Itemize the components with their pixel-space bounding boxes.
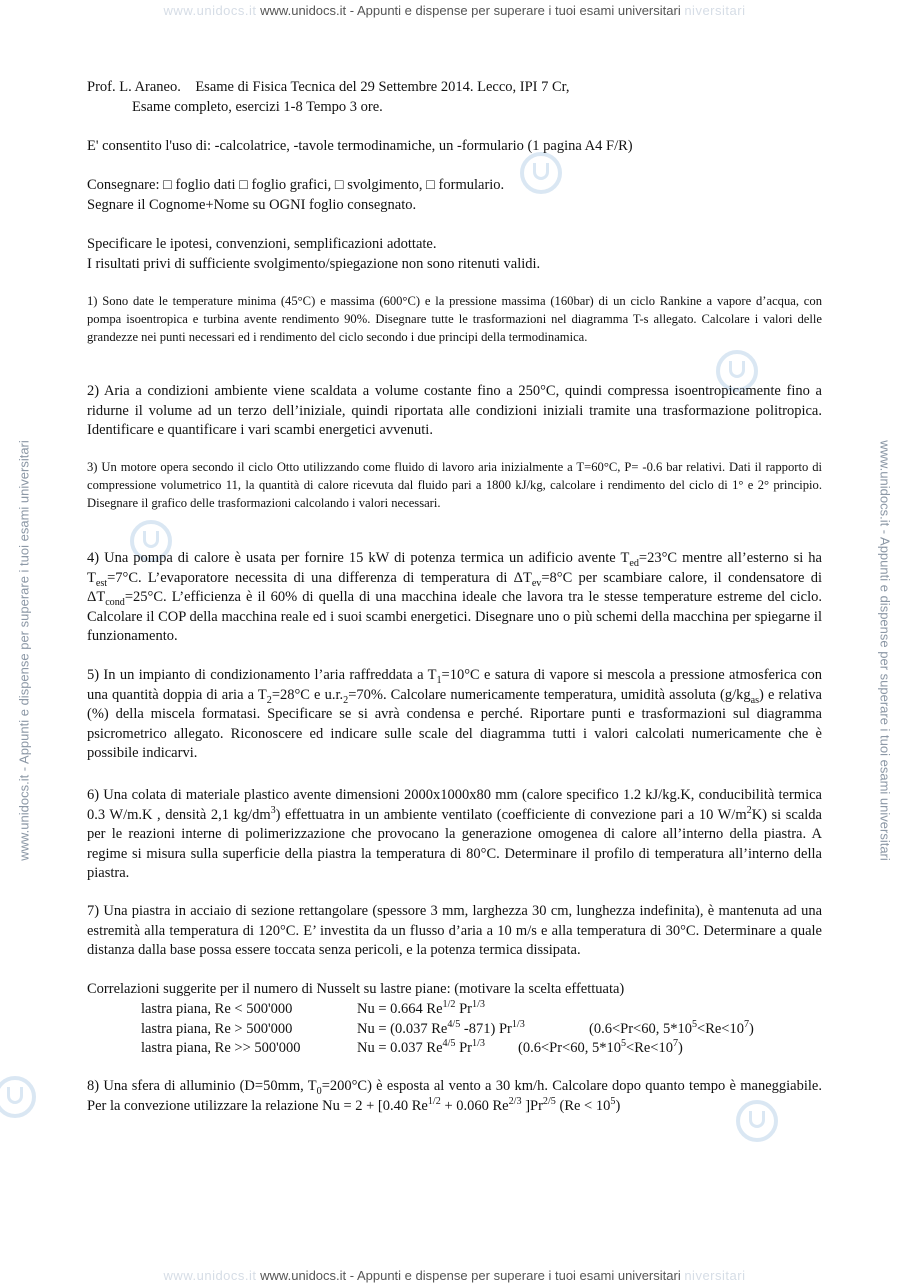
- watermark-logo-icon: [0, 1076, 36, 1118]
- superscript: 1/3: [472, 1038, 485, 1050]
- exercise-5: [87, 666, 822, 764]
- exercise-6-text: ) effettuatra in un ambiente ventilato (coefficiente di convezione pari a 10 W/m: [275, 806, 747, 823]
- ipotesi-line-1: Specificare le ipotesi, convenzioni, semplificazioni adottate.: [87, 236, 437, 252]
- equation-text: Nu = 0.037 Re: [357, 1040, 443, 1056]
- exercise-6-text: 6) Una colata di materiale plastico avente dimensioni 2000x1000x80 mm (calore specifico 1.2 kJ/kg.K, conducibilità termica 0.3 W/m.K , densità 2,1 kg/dm: [87, 787, 822, 823]
- equation-text: Pr: [455, 1001, 472, 1017]
- correlation-range: [518, 1039, 683, 1059]
- correlation-row: [87, 1039, 822, 1059]
- exercise-8-text: (Re < 10: [555, 1097, 611, 1114]
- superscript: 4/5: [447, 1018, 461, 1030]
- exercise-8-text: ]Pr: [521, 1097, 543, 1114]
- watermark-top: [0, 3, 909, 18]
- exercise-4: [87, 549, 822, 647]
- watermark-top-faint-left: www.unidocs.it: [163, 3, 257, 18]
- superscript: 1/3: [511, 1018, 525, 1030]
- exercise-3: 3) Un motore opera secondo il ciclo Otto utilizzando come fluido di lavoro aria inizialmente a T=60°C, P= -0.6 bar relativi. Dati il rapporto di compressione volumetrico 11, la quantità di calore ricevuta dal fluido pari a 1800 kJ/kg, calcolare i rendimento del ciclo di 1° e 2° principio. Disegnare il grafico delle trasformazioni calcolando i valori necessari.: [87, 460, 822, 510]
- correlation-condition: lastra piana, Re > 500'000: [141, 1020, 293, 1037]
- correlation-condition: lastra piana, Re >> 500'000: [141, 1040, 301, 1056]
- subscript: est: [95, 577, 108, 589]
- watermark-top-faint-right: niversitari: [684, 3, 746, 18]
- exercise-7: 7) Una piastra in acciaio di sezione rettangolare (spessore 3 mm, larghezza 30 cm, lunghezza indefinita), è mantenuta ad una estremità alla temperatura di 120°C. E’ investita da un flusso d’aria a 10 m/s e alla temperatura di 30°C. Determinare a quale distanza dalla base possa essere toccata senza pericoli, e la potenza termica dissipata.: [87, 903, 822, 958]
- exercise-2: 2) Aria a condizioni ambiente viene scaldata a volume costante fino a 250°C, quindi compressa isoentropicamente fino a ridurne il volume ad un terzo dell’iniziale, quindi riportata alle condizioni iniziali tramite una trasformazione politropica. Identificare e quantificare i vari scambi energetici avvenuti.: [87, 383, 822, 438]
- exercise-8-text: ): [615, 1097, 621, 1114]
- exercise-4-text: =7°C. L’evaporatore necessita di una differenza di temperatura di ΔT: [107, 569, 532, 586]
- superscript: 5: [691, 1018, 698, 1030]
- exercise-8-text: =200°C) è esposta al vento a 30 km/h. Calcolare dopo quanto tempo è maneggiabile. Per la convezione utilizzare la relazione Nu = 2 + [0.40 Re: [87, 1078, 822, 1114]
- correlation-equation: [357, 1039, 485, 1059]
- consegnare-line-2: Segnare il Cognome+Nome su OGNI foglio consegnato.: [87, 197, 417, 213]
- watermark-bottom: [0, 1268, 909, 1283]
- superscript: 3: [270, 804, 276, 816]
- correlation-equation: [357, 1000, 485, 1020]
- exercise-4-text: =25°C. L’efficienza è il 60% di quella di una macchina ideale che lavora tra le stesse temperature estreme del ciclo. Calcolare il COP della macchina reale ed i suoi scambi energetici. Disegnare uno o più schemi della macchina per spiegarne il funzionamento.: [87, 589, 822, 644]
- exercise-8: [87, 1077, 822, 1116]
- range-text: <Re<10: [697, 1020, 744, 1037]
- subscript: 2: [266, 694, 272, 706]
- equation-text: Nu = (0.037 Re: [357, 1020, 448, 1037]
- exercise-4-text: =23°C mentre all’esterno si ha T: [87, 550, 822, 586]
- exercise-4-text: 4) Una pompa di calore è usata per fornire 15 kW di potenza termica un adificio avente T: [87, 550, 630, 566]
- range-text: ): [678, 1040, 683, 1056]
- superscript: 5: [620, 1038, 627, 1050]
- exercise-1: 1) Sono date le temperature minima (45°C) e massima (600°C) e la pressione massima (160bar) di un ciclo Rankine a vapore d’acqua, con pompa isoentropica e turbina avente rendimento 90%. Disegnare tutte le trasformazioni nel diagramma T-s allegato. Calcolare i valori delle grandezze nei punti necessari ed i rendimento del ciclo secondo i due principi della termodinamica.: [87, 294, 822, 344]
- superscript: 1/3: [472, 999, 485, 1011]
- ipotesi-line-2: I risultati privi di sufficiente svolgimento/spiegazione non sono ritenuti validi.: [87, 256, 541, 272]
- exercise-6-text: K) si scalda per le reazioni interne di polimerizzazione che provocano la generazione omogenea di calore all’interno della piastra. A regime si misura sulla superficie della piastra la temperatura di 80°C. Determinare il profilo di temperatura all’interno della piastra.: [87, 806, 822, 881]
- watermark-top-text: www.unidocs.it - Appunti e dispense per superare i tuoi esami universitari: [260, 3, 681, 18]
- subscript: ed: [629, 557, 639, 569]
- correlation-row: [87, 1000, 822, 1020]
- consegnare-line-1: Consegnare: □ foglio dati □ foglio grafici, □ svolgimento, □ formulario.: [87, 177, 505, 193]
- superscript: 1/2: [427, 1095, 441, 1107]
- watermark-bottom-faint-left: www.unidocs.it: [163, 1268, 257, 1283]
- subscript: 0: [316, 1085, 322, 1097]
- subscript: 2: [343, 694, 349, 706]
- allowed-materials: E' consentito l'uso di: -calcolatrice, -tavole termodinamiche, un -formulario (1 pagina A4 F/R): [87, 138, 633, 154]
- exercise-5-text: ) e relativa (%) della miscela formatasi. Specificare se si avrà condensa e perché. Riportare punti e trasformazioni sul diagramma psicrometrico allegato. Riconoscere ed indicare sulle scale del diagramma tutti i valori calcolati numericamente che è possibile indicarvi.: [87, 686, 822, 761]
- superscript: 2/3: [508, 1095, 522, 1107]
- superscript: 7: [672, 1038, 679, 1050]
- superscript: 1/2: [442, 999, 456, 1011]
- exercise-5-text: =28°C e u.r.: [271, 686, 344, 703]
- superscript: 7: [743, 1018, 750, 1030]
- header-line-2: Esame completo, esercizi 1-8 Tempo 3 ore.: [132, 99, 383, 115]
- exercise-5-text: 5) In un impianto di condizionamento l’aria raffreddata a T: [87, 667, 437, 683]
- watermark-bottom-faint-right: niversitari: [684, 1268, 746, 1283]
- exercise-5-text: =70%. Calcolare numericamente temperatura, umidità assoluta (g/kg: [348, 686, 751, 703]
- header-line-1: Prof. L. Araneo. Esame di Fisica Tecnica del 29 Settembre 2014. Lecco, IPI 7 Cr,: [87, 79, 570, 95]
- equation-text: -871) Pr: [460, 1020, 512, 1037]
- equation-text: Pr: [455, 1040, 472, 1056]
- subscript: cond: [105, 596, 125, 608]
- correlations-table: [87, 1000, 822, 1059]
- superscript: 4/5: [442, 1038, 456, 1050]
- subscript: as: [750, 694, 760, 706]
- correlation-condition: lastra piana, Re < 500'000: [141, 1001, 293, 1017]
- range-text: (0.6<Pr<60, 5*10: [589, 1020, 692, 1037]
- correlation-row: [87, 1020, 822, 1040]
- subscript: 1: [436, 674, 442, 686]
- watermark-side-right: www.unidocs.it - Appunti e dispense per superare i tuoi esami universitari: [877, 440, 893, 861]
- exercise-8-text: + 0.060 Re: [440, 1097, 509, 1114]
- subscript: ev: [531, 577, 542, 589]
- correlations-title: Correlazioni suggerite per il numero di Nusselt su lastre piane: (motivare la scelta effettuata): [87, 981, 625, 997]
- range-text: ): [749, 1020, 754, 1037]
- watermark-side-left: www.unidocs.it - Appunti e dispense per superare i tuoi esami universitari: [16, 440, 32, 861]
- superscript: 2/5: [542, 1095, 556, 1107]
- exercise-5-text: =10°C e satura di vapore si mescola a pressione atmosferica con una quantità doppia di aria a T: [87, 667, 822, 703]
- correlation-range: [589, 1020, 754, 1040]
- range-text: (0.6<Pr<60, 5*10: [518, 1040, 621, 1056]
- watermark-bottom-text: www.unidocs.it - Appunti e dispense per superare i tuoi esami universitari: [260, 1268, 681, 1283]
- exercise-6: [87, 786, 822, 884]
- exercise-4-text: =8°C per scambiare calore, il condensatore di ΔT: [87, 569, 823, 605]
- exercise-8-text: 8) Una sfera di alluminio (D=50mm, T: [87, 1078, 317, 1094]
- equation-text: Nu = 0.664 Re: [357, 1001, 443, 1017]
- superscript: 2: [746, 804, 752, 816]
- correlation-equation: [357, 1020, 525, 1040]
- range-text: <Re<10: [626, 1040, 673, 1056]
- watermark-logo-icon: [520, 152, 562, 194]
- superscript: 5: [610, 1095, 616, 1107]
